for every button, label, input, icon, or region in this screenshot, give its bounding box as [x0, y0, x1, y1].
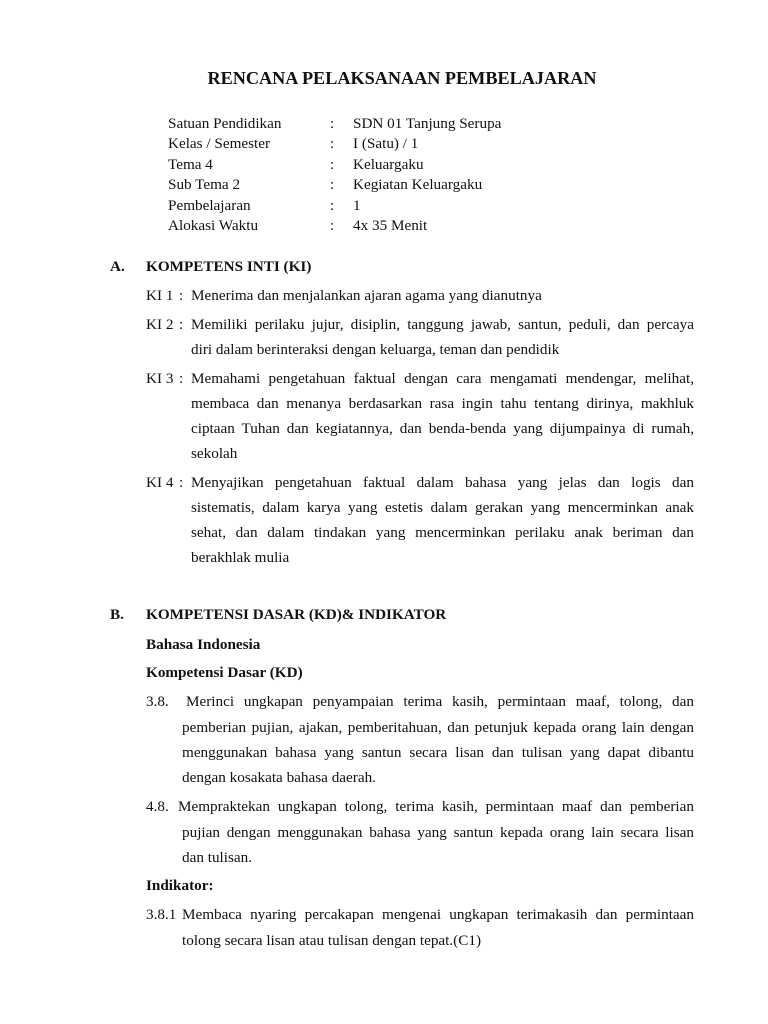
text-line: Menyajikan pengetahuan faktual dalam bahasa yang jelas dan logis dan: [191, 474, 694, 492]
first-line: [146, 689, 694, 714]
identity-row-sub-tema: [168, 175, 588, 196]
text-line: berakhlak mulia: [191, 548, 290, 566]
indicator-number: 3.8.1: [146, 906, 177, 924]
text-line: Merinci ungkapan penyampaian terima kasih, permintaan maaf, tolong, dan: [186, 693, 694, 711]
text-line: Memahami pengetahuan faktual dengan cara mengamati mendengar, melihat,: [191, 370, 694, 388]
identity-separator: :: [330, 176, 335, 194]
ki-text: [191, 284, 694, 309]
identity-separator: :: [330, 114, 335, 132]
identity-value: 1: [353, 196, 361, 214]
indicator-item-3-8-1: [146, 902, 694, 953]
section-title: KOMPETENS INTI (KI): [146, 258, 312, 275]
identity-row-satuan-pendidikan: [168, 114, 588, 135]
text-line: pujian dengan menggunakan bahasa yang santun kepada orang lain secara lisan: [182, 823, 694, 841]
text-line: Memiliki perilaku jujur, disiplin, tanggung jawab, santun, peduli, dan percaya: [191, 315, 694, 333]
identity-separator: :: [330, 155, 335, 173]
identity-row-tema: [168, 155, 588, 176]
kd-item-3-8: [146, 689, 694, 791]
identity-value: 4x 35 Menit: [353, 217, 428, 235]
text-line: tolong secara lisan atau tulisan dengan tepat.(C1): [182, 931, 482, 949]
identity-row-pembelajaran: [168, 196, 588, 217]
ki-item-1: [146, 284, 694, 309]
text-line: Menerima dan menjalankan ajaran agama yang dianutnya: [191, 286, 542, 304]
subject-heading: Bahasa Indonesia: [146, 636, 261, 653]
ki-separator: :: [179, 286, 184, 304]
ki-text: [191, 367, 694, 467]
kd-number: 3.8.: [146, 693, 169, 711]
identity-label: Alokasi Waktu: [168, 217, 259, 235]
identity-label: Kelas / Semester: [168, 135, 271, 153]
identity-value: I (Satu) / 1: [353, 135, 419, 153]
section-b-heading: [110, 604, 694, 626]
kd-item-4-8: [146, 794, 694, 870]
section-a-heading: [110, 256, 694, 278]
ki-separator: :: [179, 315, 184, 333]
ki-text: [191, 471, 694, 571]
ki-item-2: [146, 313, 694, 363]
section-letter: B.: [110, 606, 124, 623]
section-letter: A.: [110, 258, 125, 275]
ki-label: KI 3: [146, 370, 174, 388]
identity-value: Kegiatan Keluargaku: [353, 176, 483, 194]
text-line: pemberian pujian, ajakan, pemberitahuan, dan petunjuk kepada orang lain dengan: [182, 718, 694, 736]
identity-separator: :: [330, 135, 335, 153]
identity-value: Keluargaku: [353, 155, 424, 173]
ki-separator: :: [179, 474, 184, 492]
text-line: sehat, dan dalam tindakan yang mencerminkan perilaku anak beriman dan: [191, 524, 694, 542]
identity-label: Sub Tema 2: [168, 176, 241, 194]
text-line: ciptaan Tuhan dan kegiatannya, dan benda-benda yang dijumpainya di rumah,: [191, 419, 694, 437]
identity-label: Satuan Pendidikan: [168, 114, 282, 132]
identity-separator: :: [330, 196, 335, 214]
text-line: dengan kosakata bahasa daerah.: [182, 769, 376, 787]
text-line: Membaca nyaring percakapan mengenai ungkapan terimakasih dan permintaan: [182, 906, 694, 924]
text-line: sekolah: [191, 444, 238, 462]
ki-separator: :: [179, 370, 184, 388]
kd-heading: Kompetensi Dasar (KD): [146, 664, 303, 681]
identity-label: Pembelajaran: [168, 196, 251, 214]
section-title: KOMPETENSI DASAR (KD)& INDIKATOR: [146, 606, 447, 623]
identity-separator: :: [330, 217, 335, 235]
first-line: [146, 902, 694, 927]
ki-label: KI 4: [146, 474, 174, 492]
ki-label: KI 2: [146, 315, 174, 333]
document-title: RENCANA PELAKSANAAN PEMBELAJARAN: [207, 68, 597, 88]
text-line: membaca dan menanya berdasarkan rasa ingin tahu tentang dirinya, makhluk: [191, 395, 694, 413]
text-line: sistematis, dalam karya yang estetis dalam gerakan yang mencerminkan anak: [191, 499, 694, 517]
identity-row-alokasi-waktu: [168, 216, 588, 237]
indicator-heading: Indikator:: [146, 877, 214, 894]
ki-item-3: [146, 367, 694, 467]
first-line: [146, 794, 694, 819]
text-line: Mempraktekan ungkapan tolong, terima kasih, permintaan maaf dan pemberian: [178, 798, 694, 816]
ki-label: KI 1: [146, 286, 174, 304]
kd-number: 4.8.: [146, 798, 169, 816]
identity-value: SDN 01 Tanjung Serupa: [353, 114, 502, 132]
text-line: diri dalam berinteraksi dengan keluarga, teman dan pendidik: [191, 340, 560, 358]
identity-row-kelas-semester: [168, 134, 588, 155]
text-line: menggunakan bahasa yang santun secara lisan dan tulisan yang dapat dibantu: [182, 744, 694, 762]
ki-text: [191, 313, 694, 363]
text-line: dan tulisan.: [182, 849, 253, 867]
ki-item-4: [146, 471, 694, 571]
identity-label: Tema 4: [168, 155, 213, 173]
